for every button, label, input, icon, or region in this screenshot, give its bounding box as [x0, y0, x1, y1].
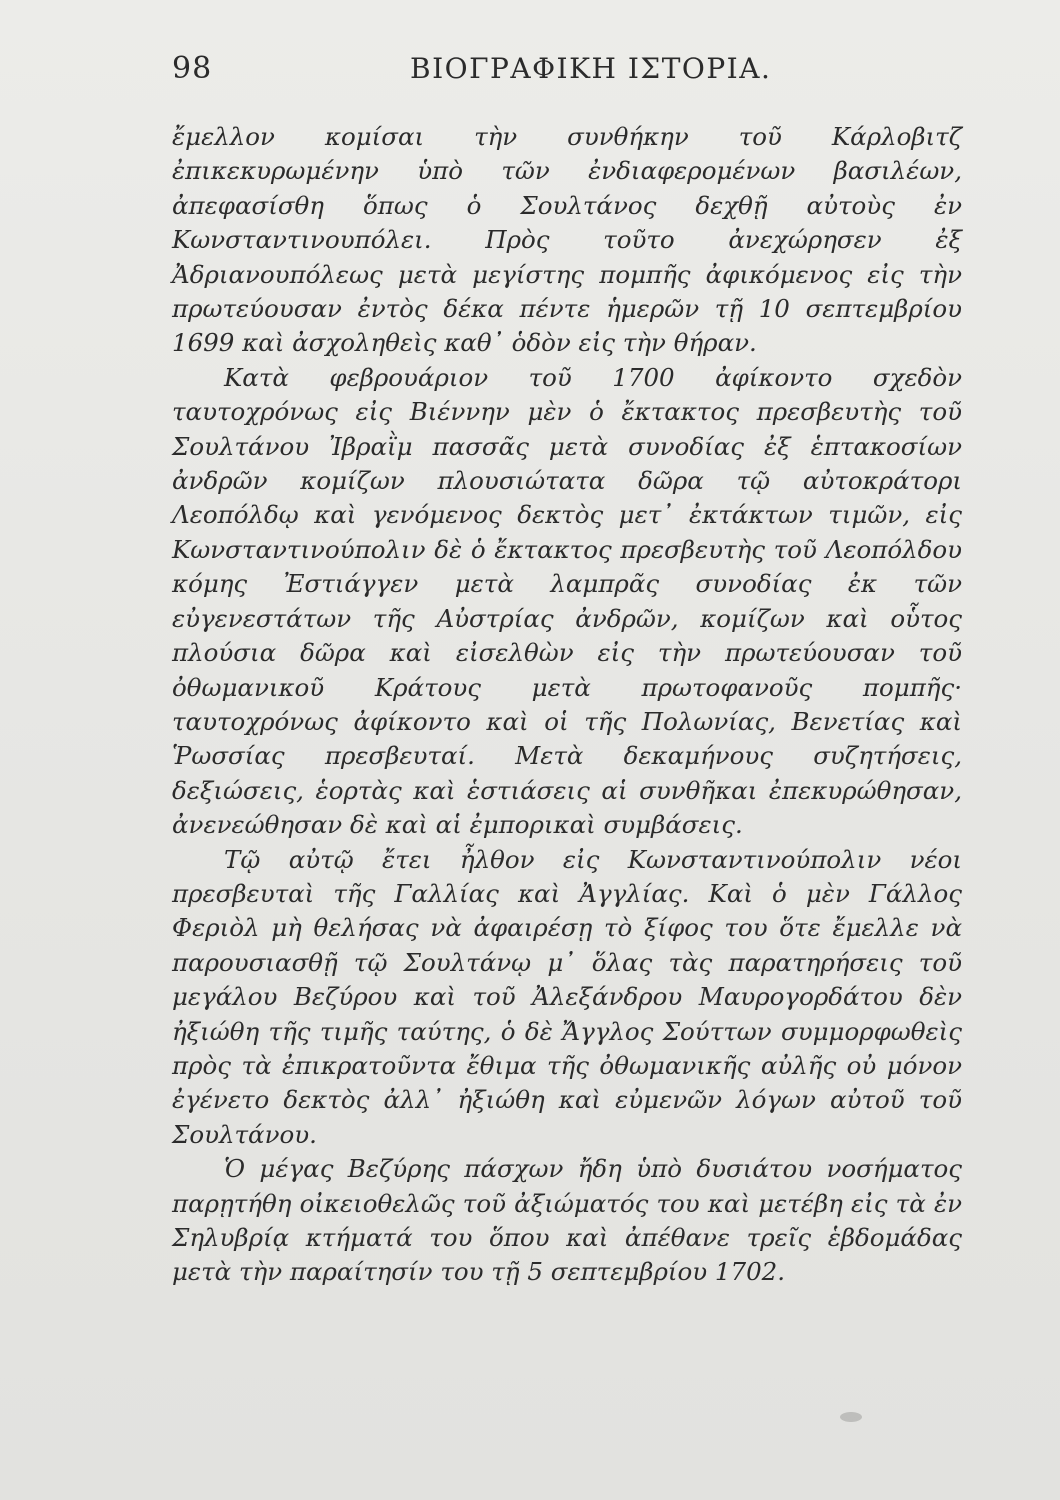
body-text [172, 120, 962, 1290]
paragraph-2: Κατὰ φεβρουάριον τοῦ 1700 ἀφίκοντο σχεδὸν ταυτοχρόνως εἰς Βιέννην μὲν ὁ ἔκτακτος πρεσβευτὴς τοῦ Σουλτάνου Ἰβραῒμ πασσᾶς μετὰ συνοδίας ἐξ ἑπτακοσίων ἀνδρῶν κομίζων πλουσιώτατα δῶρα τῷ αὐτοκράτορι Λεοπόλδῳ καὶ γενόμενος δεκτὸς μετ᾽ ἐκτάκτων τιμῶν, εἰς Κωνσταντινούπολιν δὲ ὁ ἔκτακτος πρεσβευτὴς τοῦ Λεοπόλδου κόμης Ἐστιάγγεν μετὰ λαμπρᾶς συνοδίας ἐκ τῶν εὐγενεστάτων τῆς Αὐστρίας ἀνδρῶν, κομίζων καὶ οὗτος πλούσια δῶρα καὶ εἰσελθὼν εἰς τὴν πρωτεύουσαν τοῦ ὀθωμανικοῦ Κράτους μετὰ πρωτοφανοῦς πομπῆς· ταυτοχρόνως ἀφίκοντο καὶ οἱ τῆς Πολωνίας, Βενετίας καὶ Ῥωσσίας πρεσβευταί. Μετὰ δεκαμήνους συζητήσεις, δεξιώσεις, ἑορτὰς καὶ ἑστιάσεις αἱ συνθῆκαι ἐπεκυρώθησαν, ἀνενεώθησαν δὲ καὶ αἱ ἐμπορικαὶ συμβάσεις. [172, 362, 962, 840]
paragraph-4: Ὁ μέγας Βεζύρης πάσχων ἤδη ὑπὸ δυσιάτου νοσήματος παρῃτήθη οἰκειοθελῶς τοῦ ἀξιώματός του καὶ μετέβη εἰς τὰ ἐν Σηλυβρίᾳ κτήματά του ὅπου καὶ ἀπέθανε τρεῖς ἑβδομάδας μετὰ τὴν παραίτησίν του τῇ 5 σεπτεμβρίου 1702. [172, 1154, 962, 1287]
page-number: 98 [172, 51, 213, 86]
page-header [172, 44, 962, 94]
paragraph-3: Τῷ αὐτῷ ἔτει ἦλθον εἰς Κωνσταντινούπολιν νέοι πρεσβευταὶ τῆς Γαλλίας καὶ Ἀγγλίας. Καὶ ὁ μὲν Γάλλος Φεριὸλ μὴ θελήσας νὰ ἀφαιρέσῃ τὸ ξίφος του ὅτε ἔμελλε νὰ παρουσιασθῇ τῷ Σουλτάνῳ μ᾽ ὅλας τὰς παρατηρήσεις τοῦ μεγάλου Βεζύρου καὶ τοῦ Ἀλεξάνδρου Μαυρογορδάτου δὲν ἠξιώθη τῆς τιμῆς ταύτης, ὁ δὲ Ἄγγλος Σούττων συμμορφωθεὶς πρὸς τὰ ἐπικρατοῦντα ἔθιμα τῆς ὀθωμανικῆς αὐλῆς οὐ μόνον ἐγένετο δεκτὸς ἀλλ᾽ ἠξιώθη καὶ εὐμενῶν λόγων αὐτοῦ τοῦ Σουλτάνου. [172, 844, 962, 1149]
running-title: ΒΙΟΓΡΑΦΙΚΗ ΙΣΤΟΡΙΑ. [410, 52, 772, 85]
ink-smudge [840, 1412, 862, 1422]
paragraph-1: ἔμελλον κομίσαι τὴν συνθήκην τοῦ Κάρλοβιτζ ἐπικεκυρωμένην ὑπὸ τῶν ἐνδιαφερομένων βασιλέων, ἀπεφασίσθη ὅπως ὁ Σουλτάνος δεχθῇ αὐτοὺς ἐν Κωνσταντινουπόλει. Πρὸς τοῦτο ἀνεχώρησεν ἐξ Ἀδριανουπόλεως μετὰ μεγίστης πομπῆς ἀφικόμενος εἰς τὴν πρωτεύουσαν ἐντὸς δέκα πέντε ἡμερῶν τῇ 10 σεπτεμβρίου 1699 καὶ ἀσχοληθεὶς καθ᾽ ὁδὸν εἰς τὴν θήραν. [172, 122, 962, 358]
